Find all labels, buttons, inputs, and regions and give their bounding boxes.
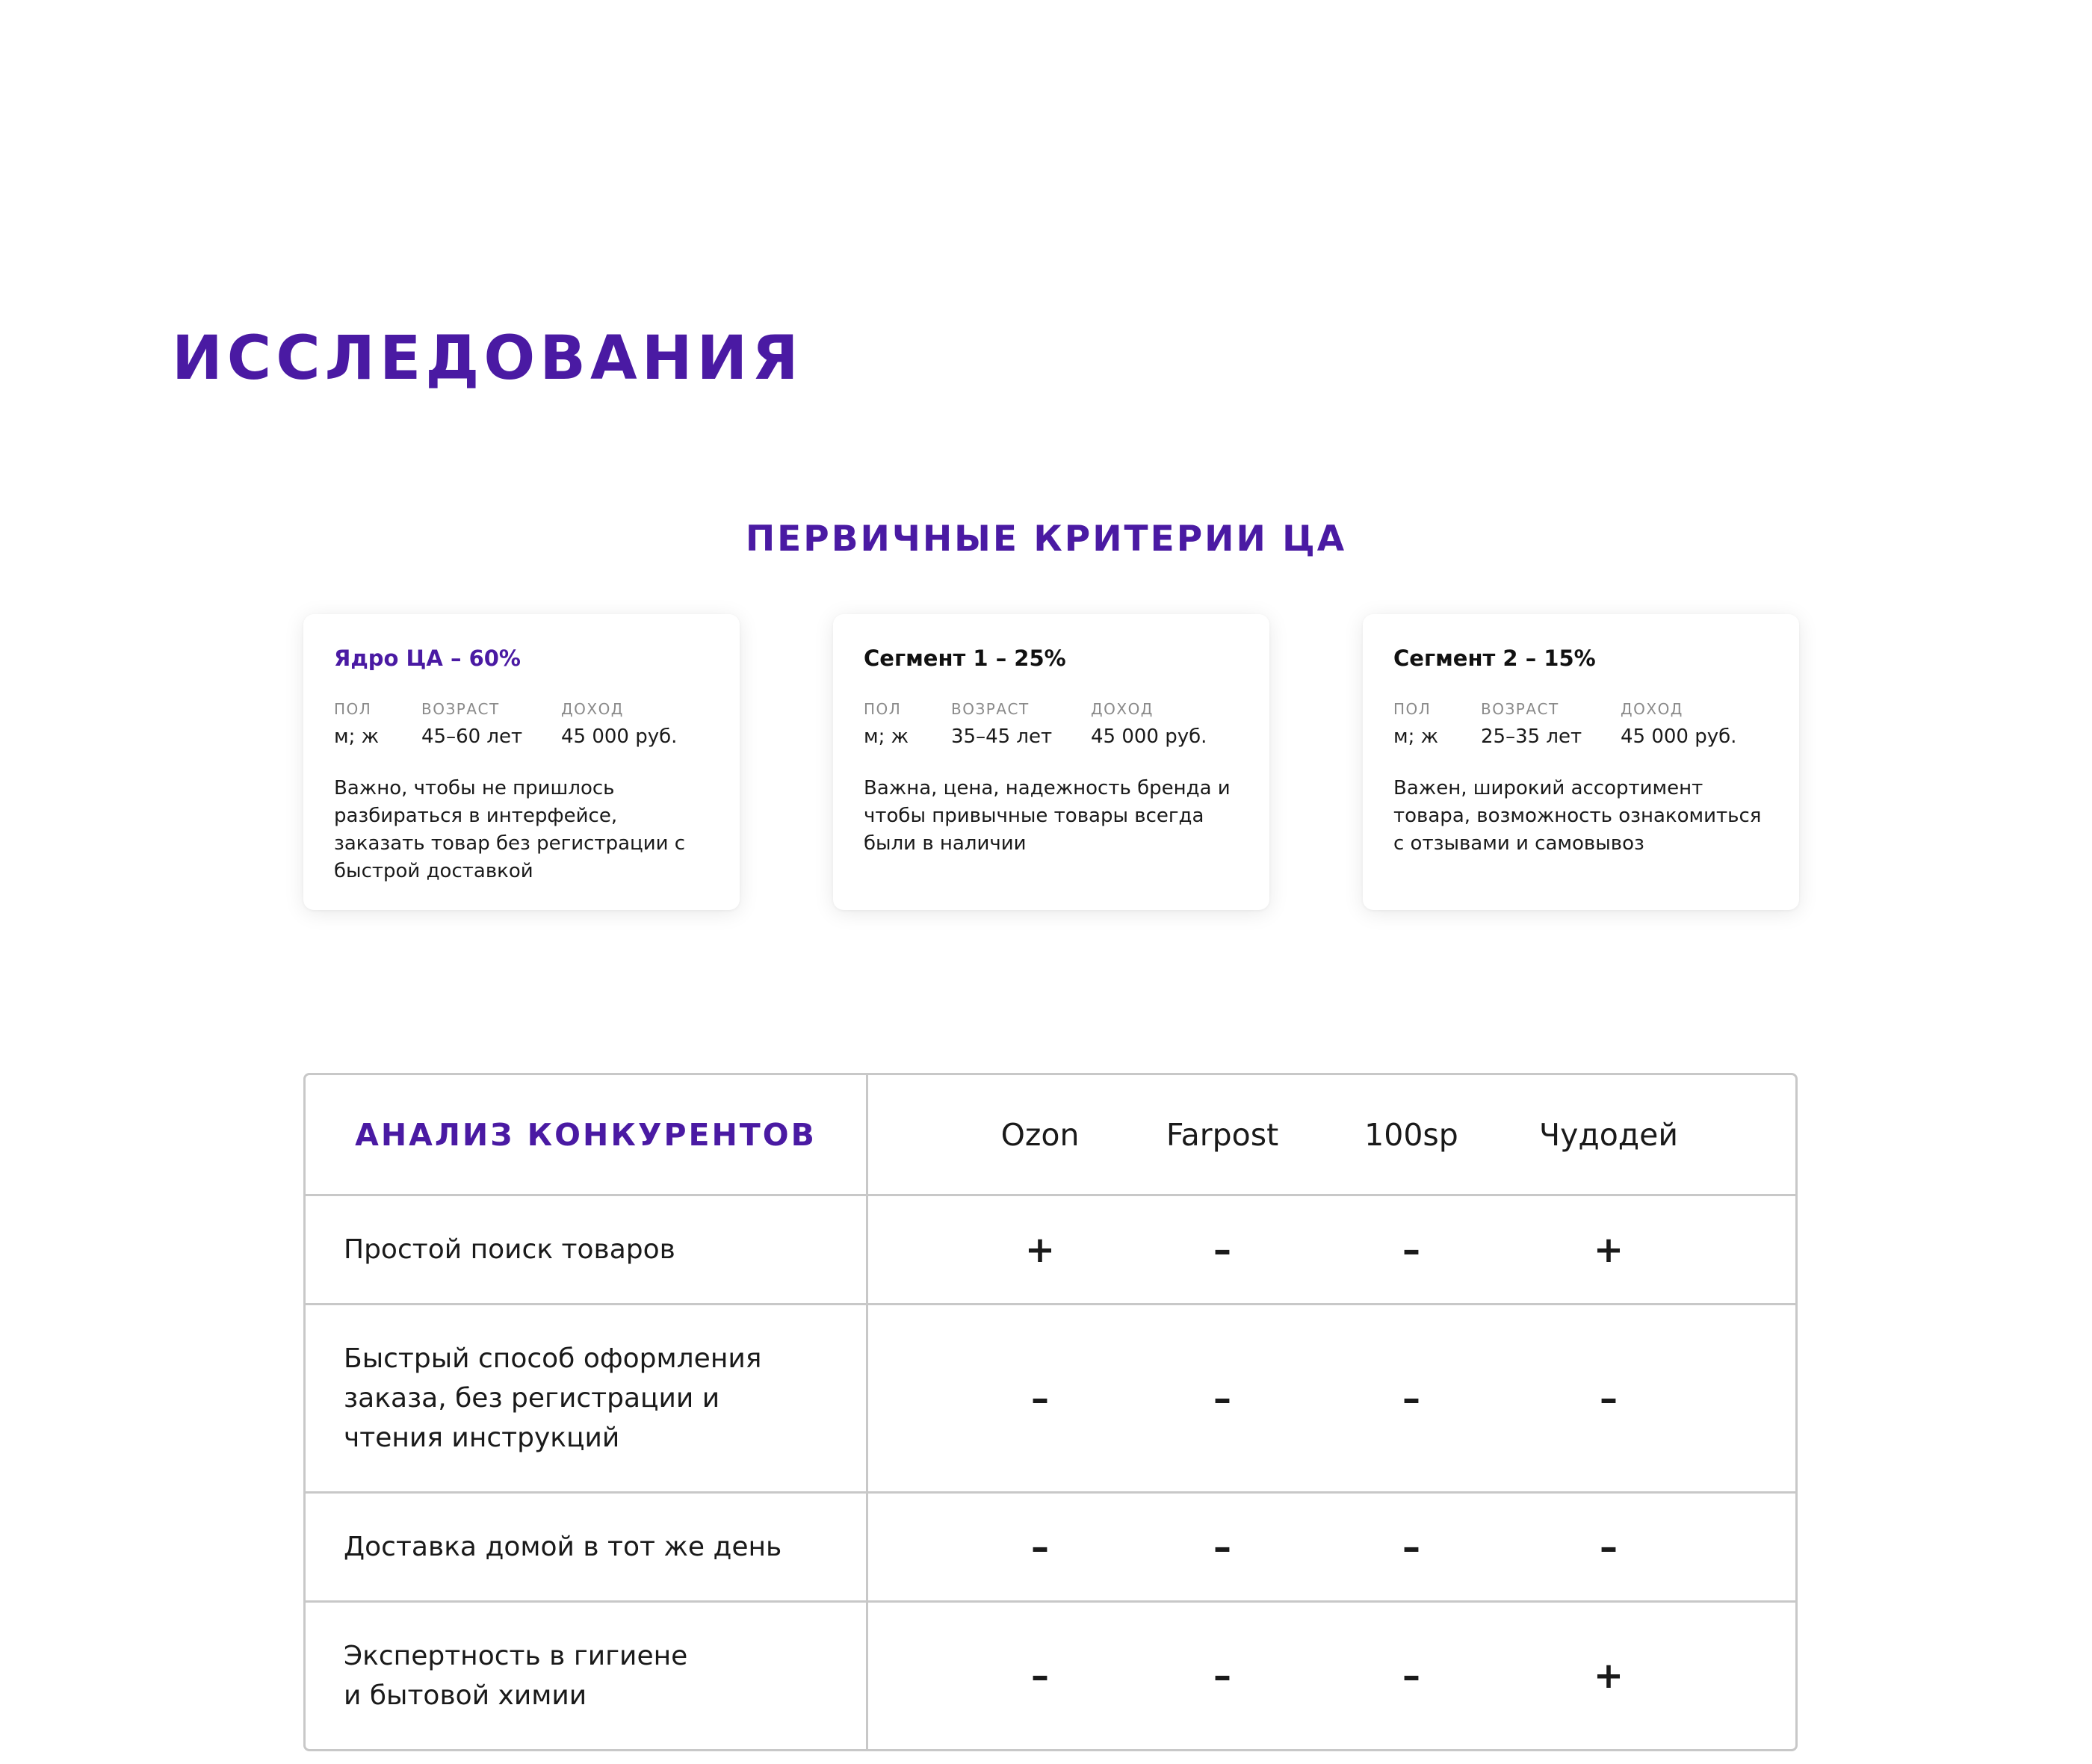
audience-section-title: ПЕРВИЧНЫЕ КРИТЕРИИ ЦА: [745, 519, 1347, 560]
card-title: Сегмент 1 – 25%: [864, 646, 1066, 671]
stat-gender: [334, 699, 421, 748]
cell-mark: –: [1213, 1526, 1231, 1568]
stat-income: [1621, 699, 1737, 748]
cell-mark: –: [1402, 1655, 1420, 1697]
cell-mark: –: [1031, 1377, 1049, 1420]
stat-label: ВОЗРАСТ: [1481, 699, 1559, 718]
cell-mark: –: [1600, 1526, 1618, 1568]
stat-value: 45–60 лет: [421, 725, 523, 748]
table-header-row: [306, 1075, 1795, 1196]
audience-card-core: [303, 614, 740, 910]
card-title: Сегмент 2 – 15%: [1393, 646, 1596, 671]
page-title: ИССЛЕДОВАНИЯ: [172, 324, 803, 394]
cell-mark: +: [1593, 1228, 1624, 1271]
criterion-label: [344, 1603, 852, 1749]
stat-label: ПОЛ: [864, 699, 902, 718]
stat-value: 45 000 руб.: [1091, 725, 1207, 748]
card-description: Важно, чтобы не пришлось разбираться в интерфейсе, заказать товар без регистрации с быстрой доставкой: [334, 776, 686, 882]
cell-mark: –: [1031, 1655, 1049, 1697]
cell-mark: +: [1593, 1655, 1624, 1697]
card-description: Важна, цена, надежность бренда и чтобы привычные товары всегда были в наличии: [864, 776, 1231, 855]
stat-income: [1091, 699, 1207, 748]
table-title: АНАЛИЗ КОНКУРЕНТОВ: [355, 1116, 817, 1153]
cell-mark: +: [1024, 1228, 1056, 1271]
competitor-table: [303, 1073, 1798, 1751]
column-divider: [866, 1603, 868, 1749]
stat-value: м; ж: [864, 725, 909, 748]
criterion-line: Доставка домой в тот же день: [344, 1532, 782, 1562]
stat-age: [951, 699, 1091, 748]
criterion-label: [344, 1494, 852, 1600]
cell-mark: –: [1213, 1655, 1231, 1697]
criterion-line: заказа, без регистрации и: [344, 1383, 720, 1414]
stat-value: 25–35 лет: [1481, 725, 1582, 748]
column-divider: [866, 1494, 868, 1600]
table-row: [306, 1196, 1795, 1305]
stat-value: м; ж: [334, 725, 380, 748]
stat-label: ПОЛ: [334, 699, 372, 718]
stat-value: м; ж: [1393, 725, 1439, 748]
table-row: [306, 1494, 1795, 1603]
stat-value: 35–45 лет: [951, 725, 1053, 748]
cell-mark: –: [1402, 1526, 1420, 1568]
column-header-chudodei: Чудодей: [1538, 1116, 1679, 1153]
column-divider: [866, 1075, 868, 1194]
cell-mark: –: [1213, 1228, 1231, 1271]
column-divider: [866, 1196, 868, 1303]
stat-gender: [864, 699, 951, 748]
cell-mark: –: [1600, 1377, 1618, 1420]
cell-mark: –: [1402, 1228, 1420, 1271]
stat-income: [561, 699, 678, 748]
column-header-farpost: Farpost: [1166, 1116, 1279, 1153]
stat-label: ДОХОД: [1621, 699, 1683, 718]
stat-label: ВОЗРАСТ: [421, 699, 500, 718]
cell-mark: –: [1402, 1377, 1420, 1420]
audience-card-segment-2: [1363, 614, 1799, 910]
stat-label: ДОХОД: [1091, 699, 1154, 718]
criterion-line: Простой поиск товаров: [344, 1234, 675, 1265]
cell-mark: –: [1031, 1526, 1049, 1568]
card-stats: [864, 699, 1240, 748]
criterion-line: чтения инструкций: [344, 1423, 620, 1453]
cell-mark: –: [1213, 1377, 1231, 1420]
stat-gender: [1393, 699, 1481, 748]
card-title: Ядро ЦА – 60%: [334, 646, 521, 671]
card-description: Важен, широкий ассортимент товара, возможность ознакомиться с отзывами и самовывоз: [1393, 776, 1762, 855]
stat-age: [421, 699, 561, 748]
criterion-line: Экспертность в гигиене: [344, 1641, 688, 1671]
criterion-line: Быстрый способ оформления: [344, 1343, 762, 1374]
stat-value: 45 000 руб.: [561, 725, 678, 748]
criterion-line: и бытовой химии: [344, 1680, 587, 1711]
column-header-100sp: 100sp: [1364, 1116, 1458, 1153]
card-stats: [1393, 699, 1769, 748]
stat-label: ПОЛ: [1393, 699, 1432, 718]
table-row: [306, 1305, 1795, 1494]
stat-label: ДОХОД: [561, 699, 624, 718]
stat-label: ВОЗРАСТ: [951, 699, 1030, 718]
card-stats: [334, 699, 710, 748]
audience-card-segment-1: [833, 614, 1269, 910]
stat-value: 45 000 руб.: [1621, 725, 1737, 748]
criterion-label: [344, 1196, 852, 1303]
column-header-ozon: Ozon: [1000, 1116, 1080, 1153]
stat-age: [1481, 699, 1621, 748]
column-divider: [866, 1305, 868, 1491]
criterion-label: [344, 1305, 852, 1491]
table-row: [306, 1603, 1795, 1749]
